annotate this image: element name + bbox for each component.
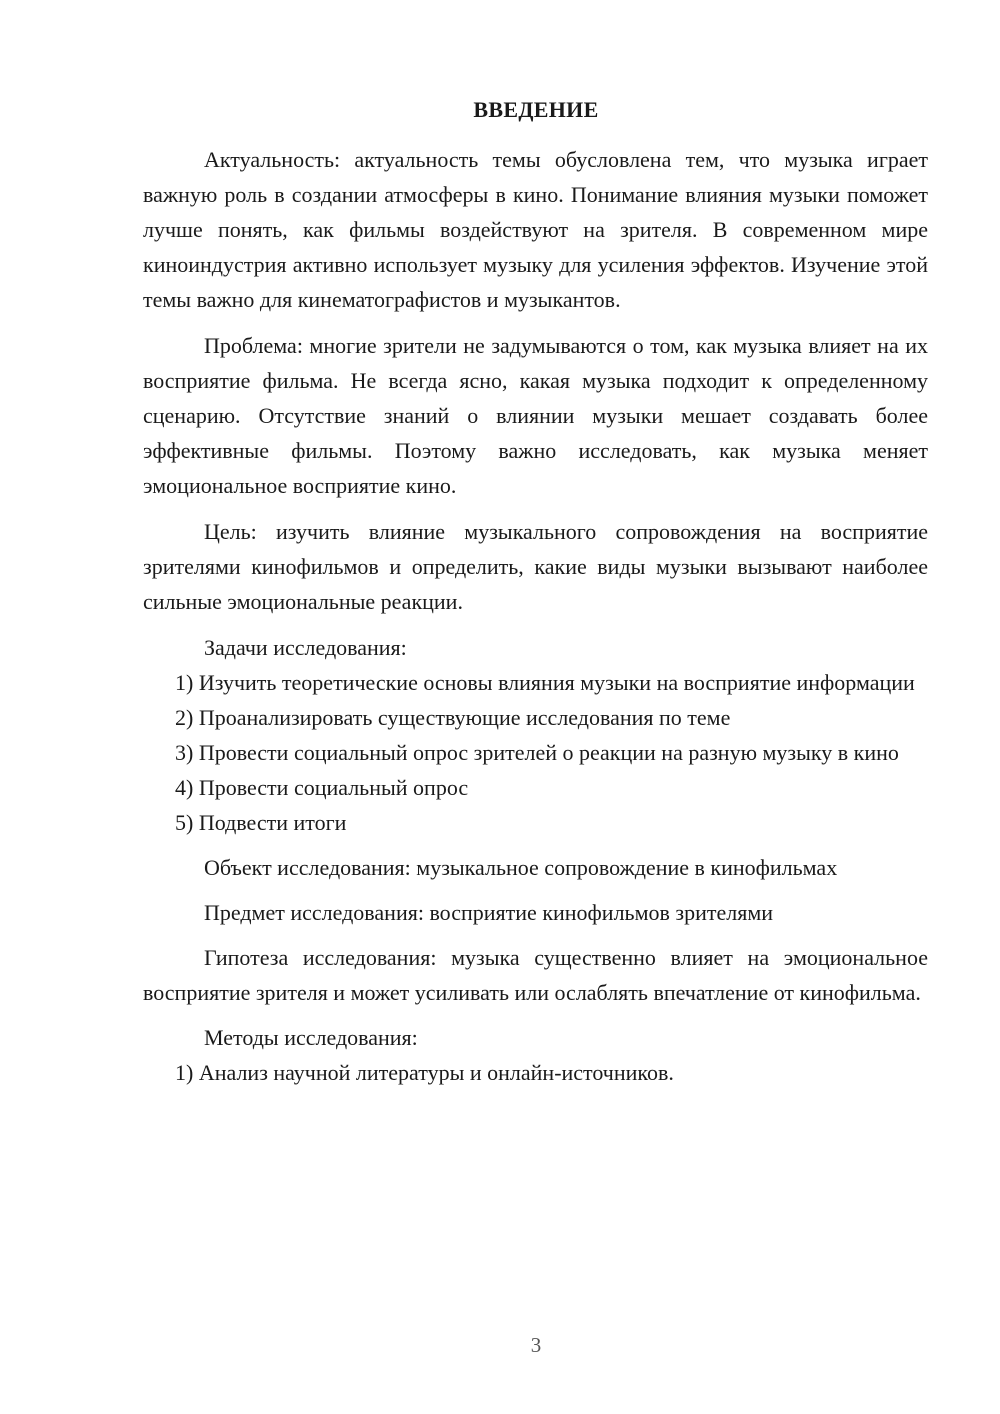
task-item-4: 4) Провести социальный опрос xyxy=(175,775,469,800)
methods-title: Методы исследования: xyxy=(204,1025,418,1050)
section-heading: ВВЕДЕНИЕ xyxy=(473,97,599,122)
object-paragraph: Объект исследования: музыкальное сопровождение в кинофильмах xyxy=(204,855,838,880)
goal-paragraph: Цель: изучить влияние музыкального сопровождения на восприятие зрителями кинофильмов и определить, какие виды музыки вызывают наиболее сильные эмоциональные реакции. xyxy=(143,519,928,614)
page-number: 3 xyxy=(530,1333,542,1357)
tasks-title: Задачи исследования: xyxy=(204,635,407,660)
relevance-paragraph: Актуальность: актуальность темы обусловлена тем, что музыка играет важную роль в создании атмосферы в кино. Понимание влияния музыки поможет лучше понять, как фильмы воздействуют на зрителя. В современном мире киноиндустрия активно использует музыку для усиления эффектов. Изучение этой темы важно для кинематографистов и музыкантов. xyxy=(143,147,928,312)
hypothesis-paragraph: Гипотеза исследования: музыка существенно влияет на эмоциональное восприятие зрителя и может усиливать или ослаблять впечатление от кинофильма. xyxy=(143,945,928,1005)
task-item-3: 3) Провести социальный опрос зрителей о реакции на разную музыку в кино xyxy=(175,740,899,765)
task-item-2: 2) Проанализировать существующие исследования по теме xyxy=(175,705,731,730)
task-item-1: 1) Изучить теоретические основы влияния музыки на восприятие информации xyxy=(175,670,915,695)
task-item-5: 5) Подвести итоги xyxy=(175,810,347,835)
problem-paragraph: Проблема: многие зрители не задумываются о том, как музыка влияет на их восприятие фильма. Не всегда ясно, какая музыка подходит к определенному сценарию. Отсутствие знаний о влиянии музыки мешает создавать более эффективные фильмы. Поэтому важно исследовать, как музыка меняет эмоциональное восприятие кино. xyxy=(143,333,928,498)
intro-text xyxy=(143,142,928,1090)
subject-paragraph: Предмет исследования: восприятие кинофильмов зрителями xyxy=(204,900,774,925)
method-item-1: 1) Анализ научной литературы и онлайн-источников. xyxy=(175,1060,674,1085)
